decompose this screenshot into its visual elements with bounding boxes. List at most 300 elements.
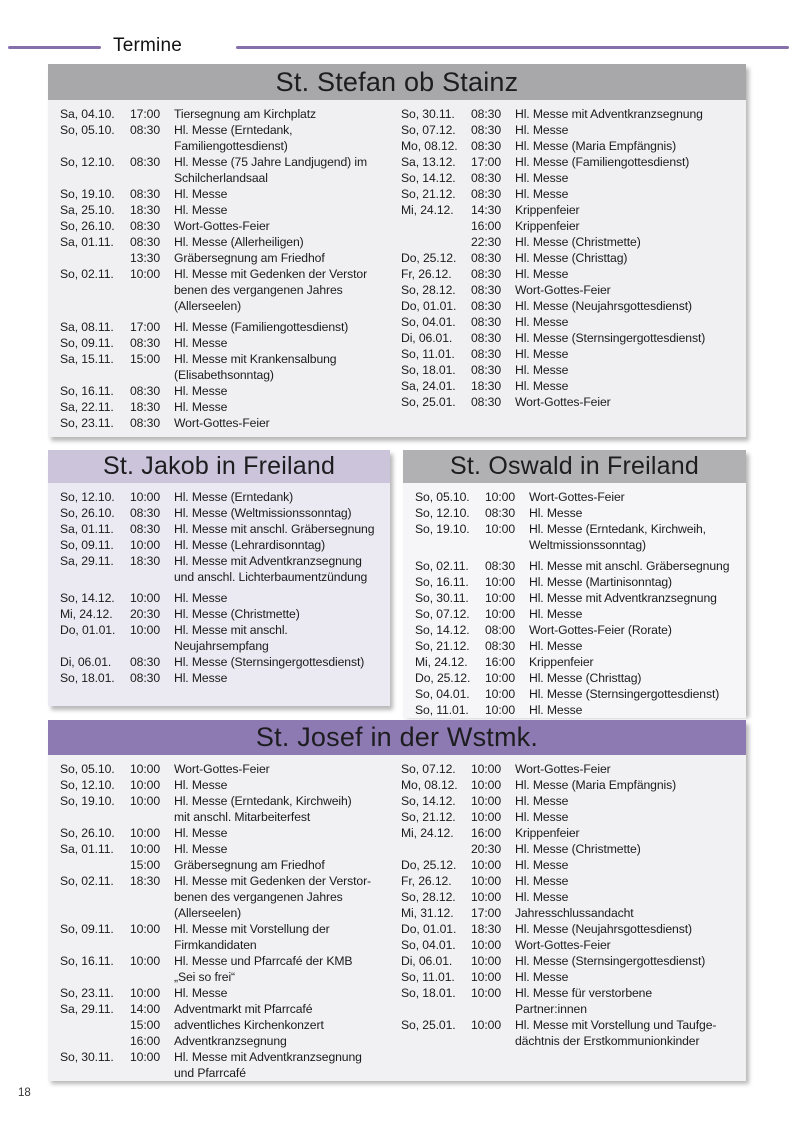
entry-date (60, 250, 130, 266)
entry-time: 08:30 (485, 559, 515, 573)
entry-time: 08:30 (471, 283, 501, 297)
schedule-entry (401, 154, 738, 170)
schedule-entry (60, 1033, 397, 1049)
entry-time: 17:00 (471, 906, 501, 920)
entry-description: Wort-Gottes-Feier (515, 762, 611, 776)
schedule-entry (401, 873, 738, 889)
entry-description: Hl. Messe (515, 363, 569, 377)
entry-time: 18:30 (471, 922, 501, 936)
schedule-column-left (60, 761, 397, 1081)
schedule-entry (415, 574, 738, 590)
entry-description: Hl. Messe (515, 171, 569, 185)
entry-description: Hl. Messe (Sternsingergottesdienst) (529, 687, 720, 701)
entry-description: Gräbersegnung am Friedhof (174, 858, 325, 872)
entry-date: So, 05.10. (60, 762, 115, 776)
entry-time: 10:00 (471, 938, 501, 952)
entry-description: Hl. Messe (Sternsingergottesdienst) (515, 331, 706, 345)
schedule-entry (401, 857, 738, 873)
entry-description: Hl. Messe (Allerheiligen) (174, 235, 304, 249)
entry-date: So, 12.10. (60, 490, 115, 504)
entry-description: Hl. Messe (515, 187, 569, 201)
entry-date: Sa, 29.11. (60, 1002, 114, 1016)
entry-description: Hl. Messe (515, 379, 569, 393)
entry-description: Hl. Messe mit Adventkranzsegnung (529, 591, 717, 605)
section-header (403, 450, 746, 483)
schedule-entry (60, 266, 397, 314)
entry-time: 16:00 (130, 1034, 160, 1048)
schedule-entry (401, 953, 738, 969)
entry-time: 08:30 (130, 522, 160, 536)
entry-date: So, 05.10. (60, 123, 115, 137)
entry-time: 15:00 (130, 352, 160, 366)
entry-time: 10:00 (471, 874, 501, 888)
entry-date: So, 28.12. (401, 283, 456, 297)
entry-description: Wort-Gottes-Feier (174, 762, 270, 776)
schedule-entry (60, 590, 382, 606)
entry-date: Sa, 29.11. (60, 554, 114, 568)
entry-time: 08:30 (130, 219, 160, 233)
schedule-body (48, 483, 390, 706)
schedule-body (48, 755, 746, 1081)
entry-date: Sa, 13.12. (401, 155, 456, 169)
divider-line-left (8, 46, 101, 49)
entry-date: Do, 01.01. (401, 299, 457, 313)
schedule-entry (401, 937, 738, 953)
entry-time: 10:00 (130, 1050, 160, 1064)
entry-date: Do, 01.01. (60, 623, 116, 637)
entry-description: Hl. Messe (Sternsingergottesdienst) (174, 655, 365, 669)
schedule-body (403, 483, 746, 718)
entry-time: 18:30 (471, 379, 501, 393)
schedule-entry (60, 777, 397, 793)
schedule-entry (60, 154, 397, 186)
schedule-entry (60, 122, 397, 154)
schedule-entry (415, 489, 738, 505)
entry-time: 08:30 (130, 187, 160, 201)
schedule-entry (60, 654, 382, 670)
entry-description: Gräbersegnung am Friedhof (174, 251, 325, 265)
entry-time: 10:00 (485, 607, 515, 621)
entry-time: 10:00 (130, 778, 160, 792)
entry-description: Hl. Messe (174, 384, 228, 398)
entry-time: 17:00 (471, 155, 501, 169)
entry-time: 20:30 (130, 607, 160, 621)
entry-description: Hl. Messe (Lehrardisonntag) (174, 538, 326, 552)
entry-date: Fr, 26.12. (401, 874, 452, 888)
entry-description: Hl. Messe (515, 315, 569, 329)
entry-date: So, 26.10. (60, 826, 115, 840)
entry-time: 18:30 (130, 400, 160, 414)
entry-description: Hl. Messe (174, 336, 228, 350)
schedule-entry (401, 250, 738, 266)
entry-date (401, 234, 471, 250)
schedule-entry (401, 122, 738, 138)
entry-time: 08:30 (471, 347, 501, 361)
entry-time: 10:00 (471, 858, 501, 872)
schedule-entry (415, 558, 738, 574)
entry-date: Di, 06.01. (401, 331, 453, 345)
entry-description: Hl. Messe (515, 123, 569, 137)
entry-time: 10:00 (471, 810, 501, 824)
schedule-entry (60, 537, 382, 553)
entry-time: 08:30 (485, 639, 515, 653)
entry-description: Hl. Messe (529, 639, 583, 653)
entry-time: 10:00 (485, 591, 515, 605)
entry-description: Hl. Messe (174, 986, 228, 1000)
entry-date: So, 18.01. (401, 986, 456, 1000)
entry-description: Krippenfeier (529, 655, 594, 669)
entry-description: Wort-Gottes-Feier (515, 283, 611, 297)
entry-description: Hl. Messe (515, 794, 569, 808)
entry-date: Mo, 08.12. (401, 139, 458, 153)
schedule-entry (415, 702, 738, 718)
entry-date: Fr, 26.12. (401, 267, 452, 281)
entry-description: Hl. Messe (515, 970, 569, 984)
schedule-entry (415, 521, 738, 553)
entry-time: 22:30 (471, 235, 501, 249)
entry-description: Hl. Messe und Pfarrcafé der KMB „Sei so frei“ (174, 954, 353, 984)
entry-time: 08:30 (130, 416, 160, 430)
schedule-entry (401, 138, 738, 154)
section-title: St. Jakob in Freiland (102, 452, 336, 480)
entry-description: Hl. Messe (75 Jahre Landjugend) im Schilcherlandsaal (174, 155, 368, 185)
entry-date: Sa, 25.10. (60, 203, 115, 217)
entry-time: 08:30 (485, 506, 515, 520)
entry-time: 08:30 (130, 336, 160, 350)
entry-time: 08:30 (130, 671, 160, 685)
entry-time: 10:00 (485, 703, 515, 717)
entry-time: 16:00 (471, 826, 501, 840)
entry-time: 16:00 (485, 655, 515, 669)
entry-date: So, 19.10. (415, 522, 470, 536)
entry-time: 14:30 (471, 203, 501, 217)
entry-time: 08:30 (471, 123, 501, 137)
entry-description: Hl. Messe mit Vorstellung der Firmkandidaten (174, 922, 330, 952)
entry-date: Do, 25.12. (415, 671, 471, 685)
entry-description: Hl. Messe mit Adventkranzsegnung und anschl. Lichterbaumentzündung (174, 554, 368, 584)
schedule-entry (60, 186, 397, 202)
entry-date: So, 11.01. (415, 703, 469, 717)
schedule-entry (415, 606, 738, 622)
entry-time: 10:00 (485, 490, 515, 504)
entry-date: Di, 06.01. (60, 655, 112, 669)
entry-description: Wort-Gottes-Feier (515, 938, 611, 952)
entry-date: Sa, 15.11. (60, 352, 114, 366)
entry-date: So, 23.11. (60, 416, 114, 430)
schedule-entry (401, 314, 738, 330)
entry-date: So, 19.10. (60, 187, 115, 201)
entry-description: Hl. Messe (174, 671, 228, 685)
entry-date: So, 12.10. (60, 155, 115, 169)
entry-time: 08:30 (471, 395, 501, 409)
entry-date: So, 02.11. (60, 267, 114, 281)
entry-description: Hl. Messe (Christmette) (515, 842, 641, 856)
schedule-entry (401, 330, 738, 346)
section-st-jakob (48, 450, 390, 706)
entry-date: Sa, 01.11. (60, 522, 114, 536)
entry-date: So, 14.12. (401, 794, 456, 808)
schedule-entry (60, 351, 397, 383)
section-st-stefan (48, 64, 746, 437)
entry-description: Hl. Messe mit anschl. Gräbersegnung (529, 559, 730, 573)
schedule-column-left (60, 106, 397, 437)
section-header (48, 64, 746, 100)
entry-date: So, 02.11. (60, 874, 114, 888)
entry-time: 10:00 (130, 623, 160, 637)
entry-description: Hl. Messe (Neujahrsgottesdienst) (515, 299, 692, 313)
section-title: St. Oswald in Freiland (450, 452, 699, 480)
entry-time: 08:30 (130, 123, 160, 137)
divider-line-right (236, 46, 789, 49)
schedule-entry (60, 489, 382, 505)
entry-date: So, 26.10. (60, 506, 115, 520)
entry-description: Hl. Messe (Weltmissionssonntag) (174, 506, 352, 520)
entry-date: So, 02.11. (415, 559, 469, 573)
entry-date: So, 25.01. (401, 1018, 456, 1032)
schedule-entry (60, 793, 397, 825)
schedule-entry (60, 234, 397, 250)
entry-description: Hl. Messe (529, 703, 583, 717)
entry-date: So, 14.12. (415, 623, 470, 637)
entry-time: 08:30 (471, 315, 501, 329)
entry-date: So, 21.12. (401, 810, 456, 824)
entry-time: 10:00 (471, 762, 501, 776)
section-st-oswald (403, 450, 746, 717)
entry-date: So, 21.12. (415, 639, 470, 653)
entry-time: 10:00 (130, 762, 160, 776)
schedule-entry (60, 106, 397, 122)
entry-date: Do, 25.12. (401, 251, 457, 265)
schedule-entry (60, 873, 397, 921)
schedule-entry (401, 985, 738, 1017)
schedule-column (415, 489, 738, 718)
entry-description: Wort-Gottes-Feier (529, 490, 625, 504)
entry-description: Hl. Messe (Erntedank, Kirchweih) mit anschl. Mitarbeiterfest (174, 794, 352, 824)
entry-time: 17:00 (130, 320, 160, 334)
entry-date: So, 09.11. (60, 922, 114, 936)
entry-time: 10:00 (485, 522, 515, 536)
schedule-entry (401, 202, 738, 218)
entry-description: Hl. Messe (Christmette) (515, 235, 641, 249)
entry-date: So, 18.01. (60, 671, 115, 685)
entry-description: Hl. Messe mit Gedenken der Verstor benen des vergangenen Jahres (Allerseelen) (174, 267, 368, 313)
schedule-entry (401, 793, 738, 809)
schedule-entry (60, 202, 397, 218)
entry-date: Mi, 24.12. (401, 203, 454, 217)
entry-description: Hl. Messe (174, 400, 228, 414)
entry-date: So, 12.10. (415, 506, 470, 520)
entry-date: So, 07.12. (415, 607, 470, 621)
entry-time: 15:00 (130, 1018, 160, 1032)
schedule-body (48, 100, 746, 437)
entry-date: So, 28.12. (401, 890, 456, 904)
entry-time: 10:00 (130, 922, 160, 936)
entry-date: So, 25.01. (401, 395, 456, 409)
entry-description: Wort-Gottes-Feier (174, 416, 270, 430)
entry-date: So, 16.11. (415, 575, 469, 589)
schedule-entry (60, 553, 382, 585)
entry-description: Hl. Messe (Neujahrsgottesdienst) (515, 922, 692, 936)
schedule-entry (60, 521, 382, 537)
entry-date: Mi, 24.12. (401, 826, 454, 840)
entry-time: 15:00 (130, 858, 160, 872)
entry-date: Sa, 01.11. (60, 235, 114, 249)
entry-date: So, 30.11. (415, 591, 469, 605)
entry-description: Hl. Messe (174, 203, 228, 217)
entry-time: 10:00 (471, 890, 501, 904)
entry-description: Hl. Messe (529, 607, 583, 621)
schedule-entry (60, 761, 397, 777)
schedule-entry (60, 250, 397, 266)
entry-date: Do, 01.01. (401, 922, 457, 936)
schedule-entry (401, 809, 738, 825)
entry-date: So, 16.11. (60, 384, 114, 398)
entry-time: 08:30 (471, 331, 501, 345)
section-header (48, 450, 390, 483)
entry-time: 14:00 (130, 1002, 160, 1016)
entry-date: So, 12.10. (60, 778, 115, 792)
schedule-column-right (401, 761, 738, 1081)
entry-time: 10:00 (130, 794, 160, 808)
entry-time: 17:00 (130, 107, 160, 121)
entry-description: Hl. Messe mit Gedenken der Verstor- benen des vergangenen Jahres (Allerseelen) (174, 874, 371, 920)
schedule-entry (60, 1049, 397, 1081)
schedule-entry (401, 266, 738, 282)
entry-date: So, 05.10. (415, 490, 470, 504)
entry-date: So, 30.11. (401, 107, 455, 121)
section-header (48, 720, 746, 755)
entry-time: 10:00 (485, 575, 515, 589)
entry-date (401, 218, 471, 234)
section-title: St. Josef in der Wstmk. (255, 722, 539, 752)
entry-time: 10:00 (485, 671, 515, 685)
schedule-entry (401, 921, 738, 937)
schedule-entry (60, 985, 397, 1001)
entry-description: Hl. Messe (Erntedank, Familiengottesdienst) (174, 123, 293, 153)
entry-time: 08:30 (471, 299, 501, 313)
schedule-entry (401, 170, 738, 186)
schedule-entry (60, 921, 397, 953)
entry-description: Hl. Messe (Maria Empfängnis) (515, 139, 677, 153)
schedule-entry (401, 761, 738, 777)
entry-description: Krippenfeier (515, 203, 580, 217)
entry-date: So, 04.01. (401, 315, 456, 329)
entry-description: Hl. Messe (529, 506, 583, 520)
entry-date: Mi, 24.12. (415, 655, 468, 669)
schedule-entry (60, 399, 397, 415)
entry-description: Hl. Messe (174, 842, 228, 856)
entry-description: Hl. Messe (515, 858, 569, 872)
entry-description: Hl. Messe mit Adventkranzsegnung und Pfarrcafé (174, 1050, 362, 1080)
entry-time: 10:00 (471, 778, 501, 792)
schedule-entry (60, 670, 382, 686)
page-kicker: Termine (113, 35, 182, 56)
entry-description: Hl. Messe für verstorbene Partner:innen (515, 986, 653, 1016)
entry-time: 10:00 (471, 970, 501, 984)
entry-description: Hl. Messe (174, 778, 228, 792)
entry-description: Hl. Messe mit Vorstellung und Taufge- dächtnis der Erstkommunionkinder (515, 1018, 717, 1048)
schedule-column (60, 489, 382, 686)
entry-description: Hl. Messe (174, 591, 228, 605)
entry-description: Hl. Messe (174, 826, 228, 840)
schedule-entry (401, 841, 738, 857)
entry-time: 08:30 (471, 251, 501, 265)
entry-date (60, 1017, 130, 1033)
entry-date: So, 09.11. (60, 538, 114, 552)
entry-description: Hl. Messe mit Krankensalbung (Elisabethsonntag) (174, 352, 337, 382)
schedule-entry (401, 1017, 738, 1049)
entry-time: 10:00 (130, 986, 160, 1000)
entry-description: Hl. Messe (Familiengottesdienst) (174, 320, 349, 334)
entry-description: Hl. Messe (Martinisonntag) (529, 575, 673, 589)
schedule-entry (401, 186, 738, 202)
schedule-entry (401, 106, 738, 122)
schedule-entry (60, 383, 397, 399)
schedule-entry (401, 218, 738, 234)
entry-description: Hl. Messe (Sternsingergottesdienst) (515, 954, 706, 968)
entry-time: 10:00 (130, 490, 160, 504)
entry-date: Do, 25.12. (401, 858, 457, 872)
entry-description: Hl. Messe (515, 810, 569, 824)
schedule-entry (401, 905, 738, 921)
entry-description: Tiersegnung am Kirchplatz (174, 107, 317, 121)
entry-date: Sa, 01.11. (60, 842, 114, 856)
schedule-entry (401, 394, 738, 410)
schedule-entry (60, 505, 382, 521)
entry-date (60, 857, 130, 873)
entry-description: Adventkranzsegnung (174, 1034, 287, 1048)
entry-time: 08:30 (130, 155, 160, 169)
entry-description: Wort-Gottes-Feier (Rorate) (529, 623, 672, 637)
entry-date: Sa, 24.01. (401, 379, 456, 393)
schedule-entry (401, 378, 738, 394)
entry-time: 10:00 (471, 794, 501, 808)
entry-time: 08:30 (130, 506, 160, 520)
schedule-entry (401, 825, 738, 841)
entry-time: 10:00 (471, 954, 501, 968)
entry-description: Wort-Gottes-Feier (174, 219, 270, 233)
entry-description: Hl. Messe (Erntedank, Kirchweih, Weltmissionssonntag) (529, 522, 706, 552)
schedule-entry (60, 857, 397, 873)
entry-time: 13:30 (130, 251, 160, 265)
entry-time: 10:00 (130, 826, 160, 840)
schedule-entry (60, 1001, 397, 1017)
entry-date: So, 04.01. (415, 687, 470, 701)
entry-date: Mo, 08.12. (401, 778, 458, 792)
schedule-entry (60, 841, 397, 857)
entry-time: 08:30 (471, 107, 501, 121)
entry-date: So, 11.01. (401, 347, 455, 361)
entry-date: So, 16.11. (60, 954, 114, 968)
schedule-entry (60, 218, 397, 234)
schedule-entry (415, 670, 738, 686)
schedule-entry (60, 825, 397, 841)
schedule-entry (415, 654, 738, 670)
schedule-entry (60, 335, 397, 351)
entry-date: So, 14.12. (60, 591, 115, 605)
entry-time: 08:30 (130, 384, 160, 398)
entry-time: 16:00 (471, 219, 501, 233)
schedule-entry (401, 346, 738, 362)
entry-description: Hl. Messe (515, 347, 569, 361)
entry-time: 08:30 (471, 187, 501, 201)
entry-time: 10:00 (471, 986, 501, 1000)
entry-time: 10:00 (130, 267, 160, 281)
entry-description: Hl. Messe (174, 187, 228, 201)
entry-date: Sa, 04.10. (60, 107, 115, 121)
entry-description: Krippenfeier (515, 219, 580, 233)
entry-date: Sa, 08.11. (60, 320, 114, 334)
